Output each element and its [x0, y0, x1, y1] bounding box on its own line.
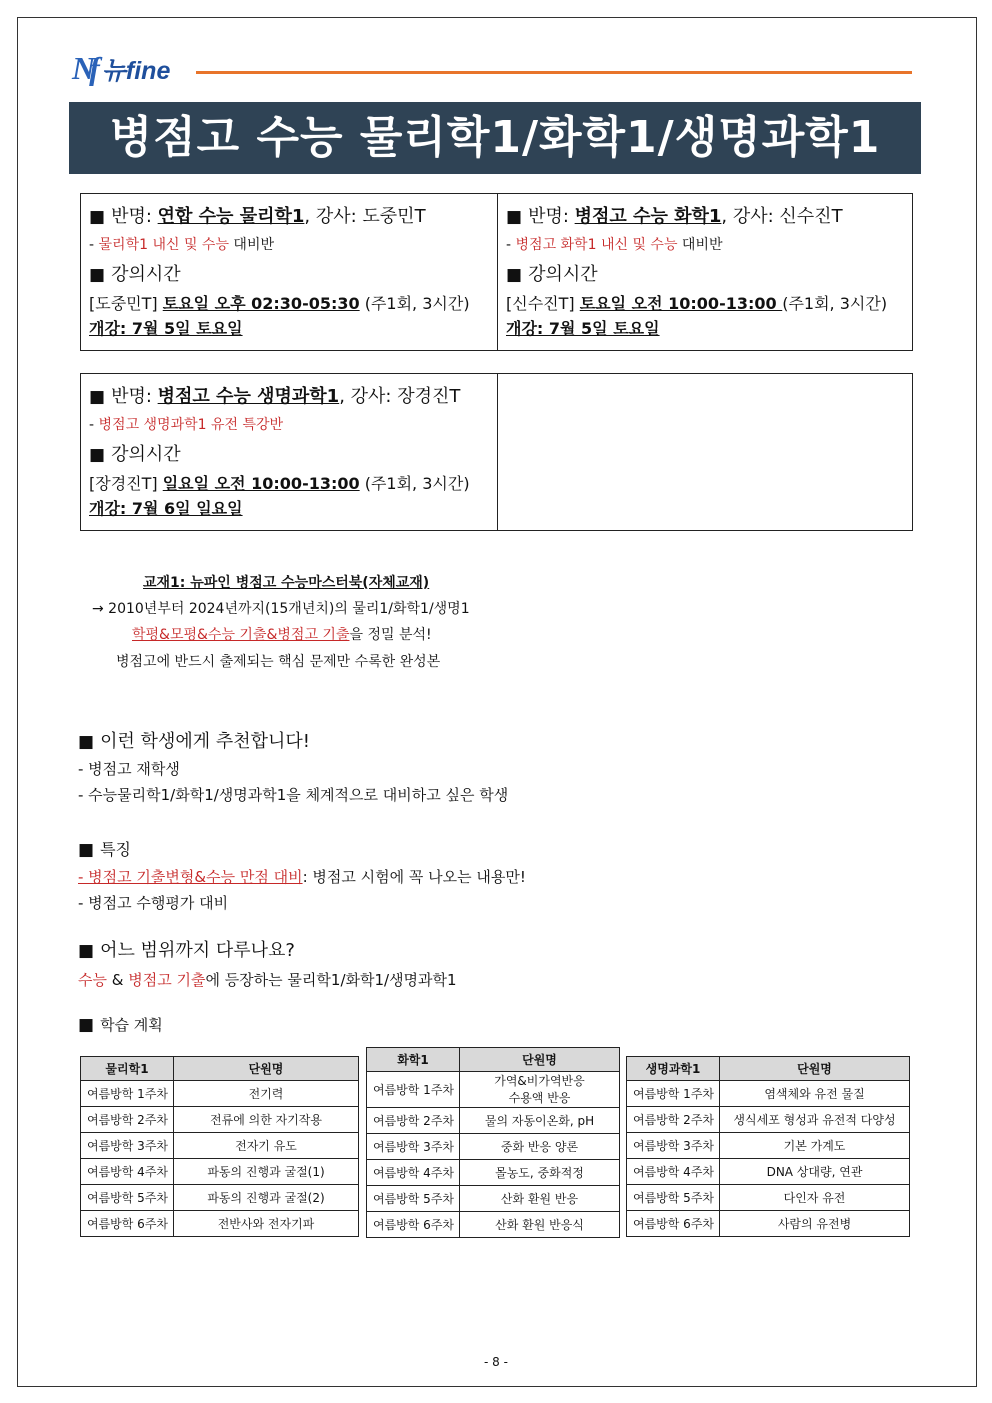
logo-mark: Nf	[72, 50, 94, 86]
textbook-line-1: → 2010년부터 2024년까지(15개년치)의 물리1/화학1/생명1	[92, 601, 470, 617]
table-row: 여름방학 5주차 파동의 진행과 굴절(2)	[81, 1185, 359, 1211]
scope-text: 수능 & 병점고 기출에 등장하는 물리학1/화학1/생명과학1	[78, 971, 457, 989]
table-subject-header: 생명과학1	[627, 1057, 720, 1081]
class-name-line: ■ 반명: 병점고 수능 생명과학1, 강사: 장경진T	[89, 386, 461, 407]
table-row: 여름방학 2주차 물의 자동이온화, pH	[367, 1108, 620, 1134]
table-row: 여름방학 6주차 산화 환원 반응식	[367, 1212, 620, 1238]
table-row: 여름방학 1주차 전기력	[81, 1081, 359, 1107]
table-unit-header: 단원명	[720, 1057, 910, 1081]
plan-table-biology	[626, 1056, 910, 1237]
time-heading: ■ 강의시간	[89, 264, 181, 285]
textbook-line-3: 병점고에 반드시 출제되는 핵심 문제만 수록한 완성본	[116, 654, 441, 670]
feature-item: - 병점고 기출변형&수능 만점 대비: 병점고 시험에 꼭 나오는 내용만!	[78, 868, 526, 886]
table-row: 여름방학 5주차 산화 환원 반응	[367, 1186, 620, 1212]
plan-heading: ■ 학습 계획	[78, 1015, 163, 1035]
start-date: 개강: 7월 6일 일요일	[89, 499, 243, 518]
course-chemistry	[498, 194, 913, 347]
table-unit-header: 단원명	[460, 1048, 620, 1072]
time-heading: ■ 강의시간	[89, 444, 181, 465]
features-heading: ■ 특징	[78, 840, 131, 860]
feature-item: - 병점고 수행평가 대비	[78, 894, 229, 912]
start-date: 개강: 7월 5일 토요일	[506, 319, 660, 338]
course-row-2	[80, 373, 913, 531]
plan-table-physics	[80, 1056, 359, 1237]
table-row: 여름방학 4주차 몰농도, 중화적정	[367, 1160, 620, 1186]
table-row: 여름방학 4주차 DNA 상대량, 연관	[627, 1159, 910, 1185]
table-row: 여름방학 3주차 전자기 유도	[81, 1133, 359, 1159]
course-physics	[81, 194, 497, 347]
plan-table-chemistry	[366, 1047, 620, 1238]
start-date: 개강: 7월 5일 토요일	[89, 319, 243, 338]
textbook-line-2: 학평&모평&수능 기출&병점고 기출을 정밀 분석!	[132, 627, 432, 643]
recommend-heading: ■ 이런 학생에게 추천합니다!	[78, 731, 310, 752]
table-row: 여름방학 6주차 전반사와 전자기파	[81, 1211, 359, 1237]
table-subject-header: 물리학1	[81, 1057, 174, 1081]
table-subject-header: 화학1	[367, 1048, 460, 1072]
table-row: 여름방학 1주차 가역&비가역반응 수용액 반응	[367, 1072, 620, 1108]
class-desc: - 물리학1 내신 및 수능 대비반	[89, 237, 274, 253]
scope-heading: ■ 어느 범위까지 다루나요?	[78, 940, 295, 961]
table-row: 여름방학 6주차 사람의 유전병	[627, 1211, 910, 1237]
table-row: 여름방학 2주차 전류에 의한 자기작용	[81, 1107, 359, 1133]
schedule-line: [도중민T] 토요일 오후 02:30-05:30 (주1회, 3시간)	[89, 294, 470, 313]
recommend-item: - 병점고 재학생	[78, 760, 180, 778]
logo-text: 뉴fine	[101, 56, 171, 85]
course-biology	[81, 374, 497, 527]
course-divider	[497, 374, 498, 530]
recommend-item: - 수능물리학1/화학1/생명과학1을 체계적으로 대비하고 싶은 학생	[78, 786, 509, 804]
table-row: 여름방학 3주차 기본 가계도	[627, 1133, 910, 1159]
textbook-title: 교재1: 뉴파인 병점고 수능마스터북(자체교재)	[143, 575, 430, 591]
page-number: - 8 -	[484, 1355, 508, 1369]
table-row: 여름방학 5주차 다인자 유전	[627, 1185, 910, 1211]
class-name-line: ■ 반명: 병점고 수능 화학1, 강사: 신수진T	[506, 206, 843, 227]
class-desc: - 병점고 화학1 내신 및 수능 대비반	[506, 237, 723, 253]
table-unit-header: 단원명	[174, 1057, 359, 1081]
table-row: 여름방학 2주차 생식세포 형성과 유전적 다양성	[627, 1107, 910, 1133]
course-row-1	[80, 193, 913, 351]
brand-logo	[72, 50, 170, 87]
header-rule	[196, 71, 912, 74]
table-row: 여름방학 4주차 파동의 진행과 굴절(1)	[81, 1159, 359, 1185]
schedule-line: [장경진T] 일요일 오전 10:00-13:00 (주1회, 3시간)	[89, 474, 470, 493]
table-row: 여름방학 3주차 중화 반응 양론	[367, 1134, 620, 1160]
schedule-line: [신수진T] 토요일 오전 10:00-13:00 (주1회, 3시간)	[506, 294, 888, 313]
time-heading: ■ 강의시간	[506, 264, 598, 285]
table-row: 여름방학 1주차 염색체와 유전 물질	[627, 1081, 910, 1107]
class-name-line: ■ 반명: 연합 수능 물리학1, 강사: 도중민T	[89, 206, 426, 227]
class-desc: - 병점고 생명과학1 유전 특강반	[89, 417, 284, 433]
page-title: 병점고 수능 물리학1/화학1/생명과학1	[69, 102, 921, 174]
